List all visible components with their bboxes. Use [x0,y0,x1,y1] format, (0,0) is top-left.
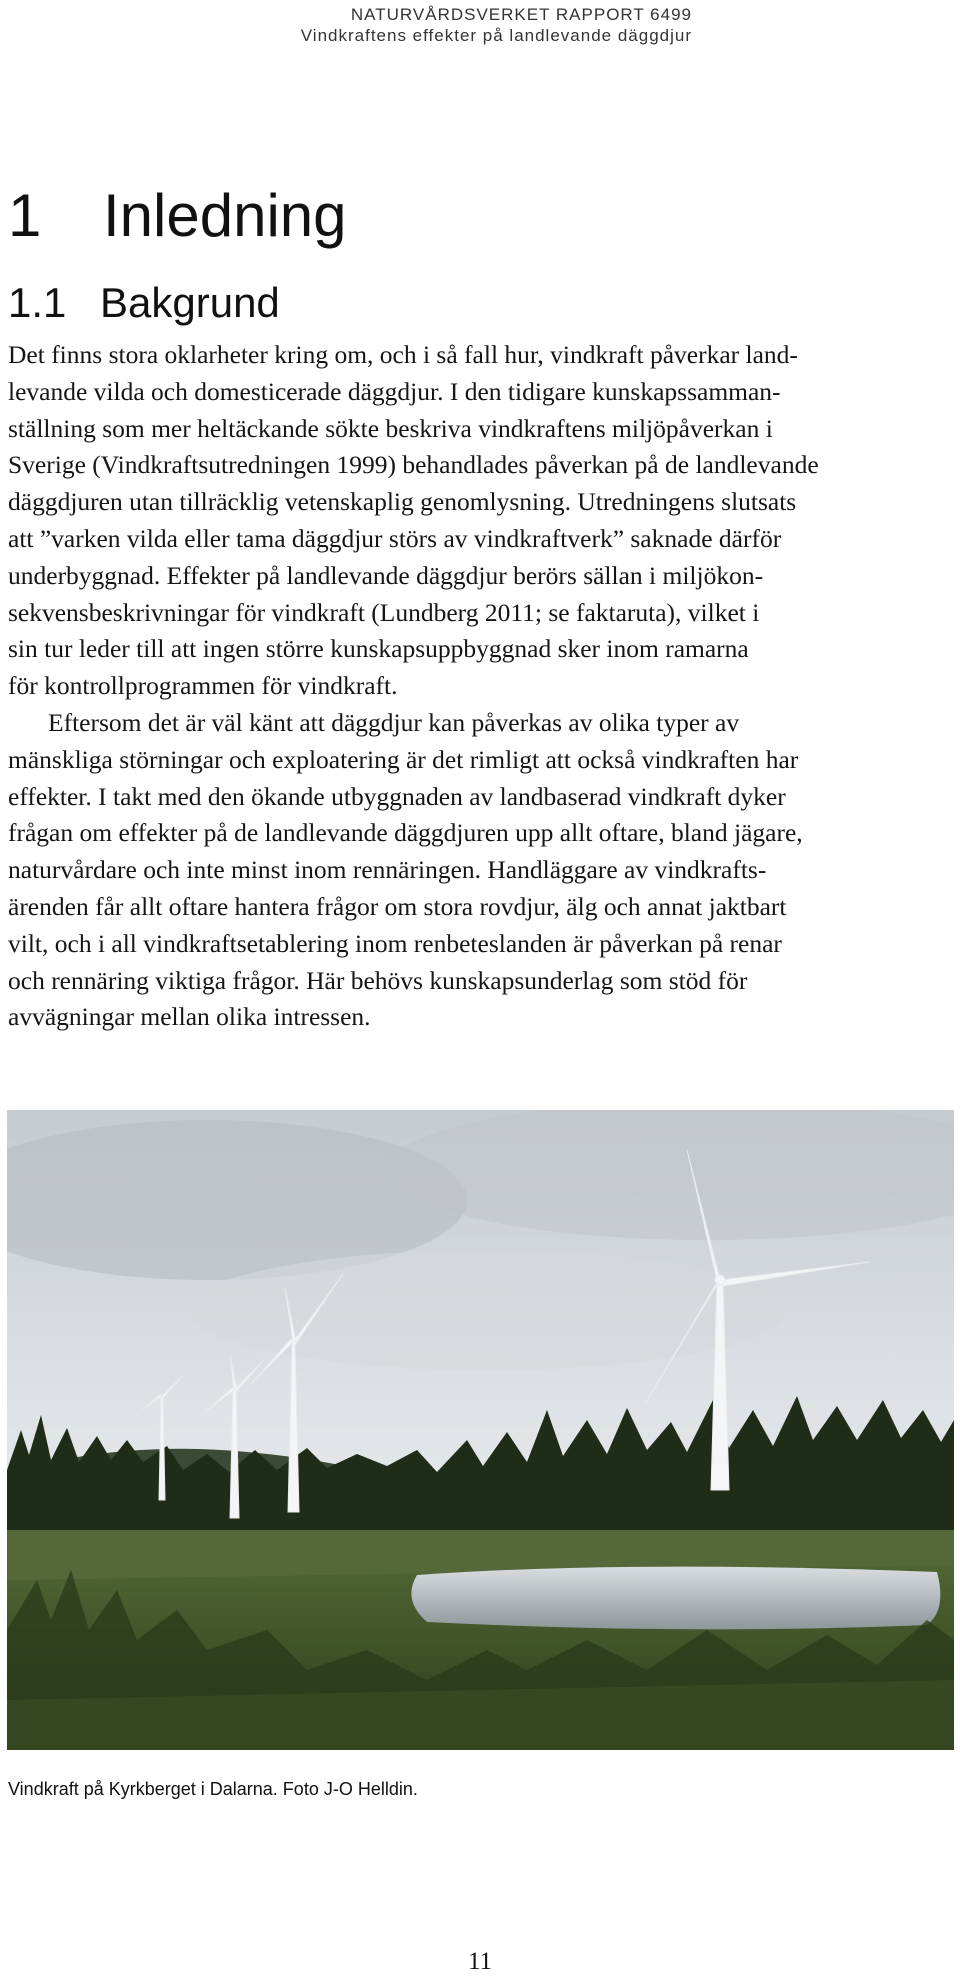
text-line: och rennäring viktiga frågor. Här behövs kunskapsunderlag som stöd för [8,965,748,995]
text-line: underbyggnad. Effekter på landlevande däggdjur berörs sällan i miljökon- [8,560,764,590]
text-line: levande vilda och domesticerade däggdjur. I den tidigare kunskapssamman- [8,376,781,406]
running-header [272,4,692,46]
chapter-heading [8,180,347,252]
report-series: NATURVÅRDSVERKET RAPPORT 6499 [350,5,692,24]
section-title: Bakgrund [100,279,280,326]
text-line: ärenden får allt oftare hantera frågor om stora rovdjur, älg och annat jaktbart [8,891,787,921]
text-line: sin tur leder till att ingen större kunskapsuppbyggnad sker inom ramarna [8,634,749,664]
text-line: vilt, och i all vindkraftsetablering inom renbeteslanden är påverkan på renar [8,928,782,958]
text-line: Det finns stora oklarheter kring om, och i så fall hur, vindkraft påverkar land- [8,340,798,369]
text-line: mänskliga störningar och exploatering är det rimligt att också vindkraften har [8,744,799,774]
chapter-title: Inledning [103,182,347,249]
text-line: avvägningar mellan olika intressen. [8,1002,371,1032]
section-number: 1.1 [8,279,67,326]
text-line: för kontrollprogrammen för vindkraft. [8,671,398,701]
paragraph-1 [8,337,958,705]
text-line: frågan om effekter på de landlevande däggdjuren upp allt oftare, bland jägare, [8,818,803,848]
text-line: ställning som mer heltäckande sökte beskriva vindkraftens miljöpåverkan i [8,413,773,443]
page-number: 11 [467,1948,493,1975]
text-line: däggdjuren utan tillräcklig vetenskaplig genomlysning. Utredningens slutsats [8,487,797,517]
text-line: att ”varken vilda eller tama däggdjur störs av vindkraftverk” saknade därför [8,523,782,553]
report-title: Vindkraftens effekter på landlevande däggdjur [300,26,692,45]
photo-caption: Vindkraft på Kyrkberget i Dalarna. Foto J-O Helldin. [8,1779,418,1799]
paragraph-2 [8,705,958,1036]
text-line: naturvårdare och inte minst inom rennäringen. Handläggare av vindkrafts- [8,855,767,885]
section-heading [8,275,280,331]
chapter-number: 1 [8,182,42,249]
text-line: Sverige (Vindkraftsutredningen 1999) behandlades påverkan på de landlevande [8,450,819,480]
body-text [8,337,958,1036]
wind-turbine-photo [7,1110,954,1750]
text-line: sekvensbeskrivningar för vindkraft (Lundberg 2011; se faktaruta), vilket i [8,597,760,627]
text-line: Eftersom det är väl känt att däggdjur kan påverkas av olika typer av [48,707,740,737]
text-line: effekter. I takt med den ökande utbyggnaden av landbaserad vindkraft dyker [8,781,786,811]
